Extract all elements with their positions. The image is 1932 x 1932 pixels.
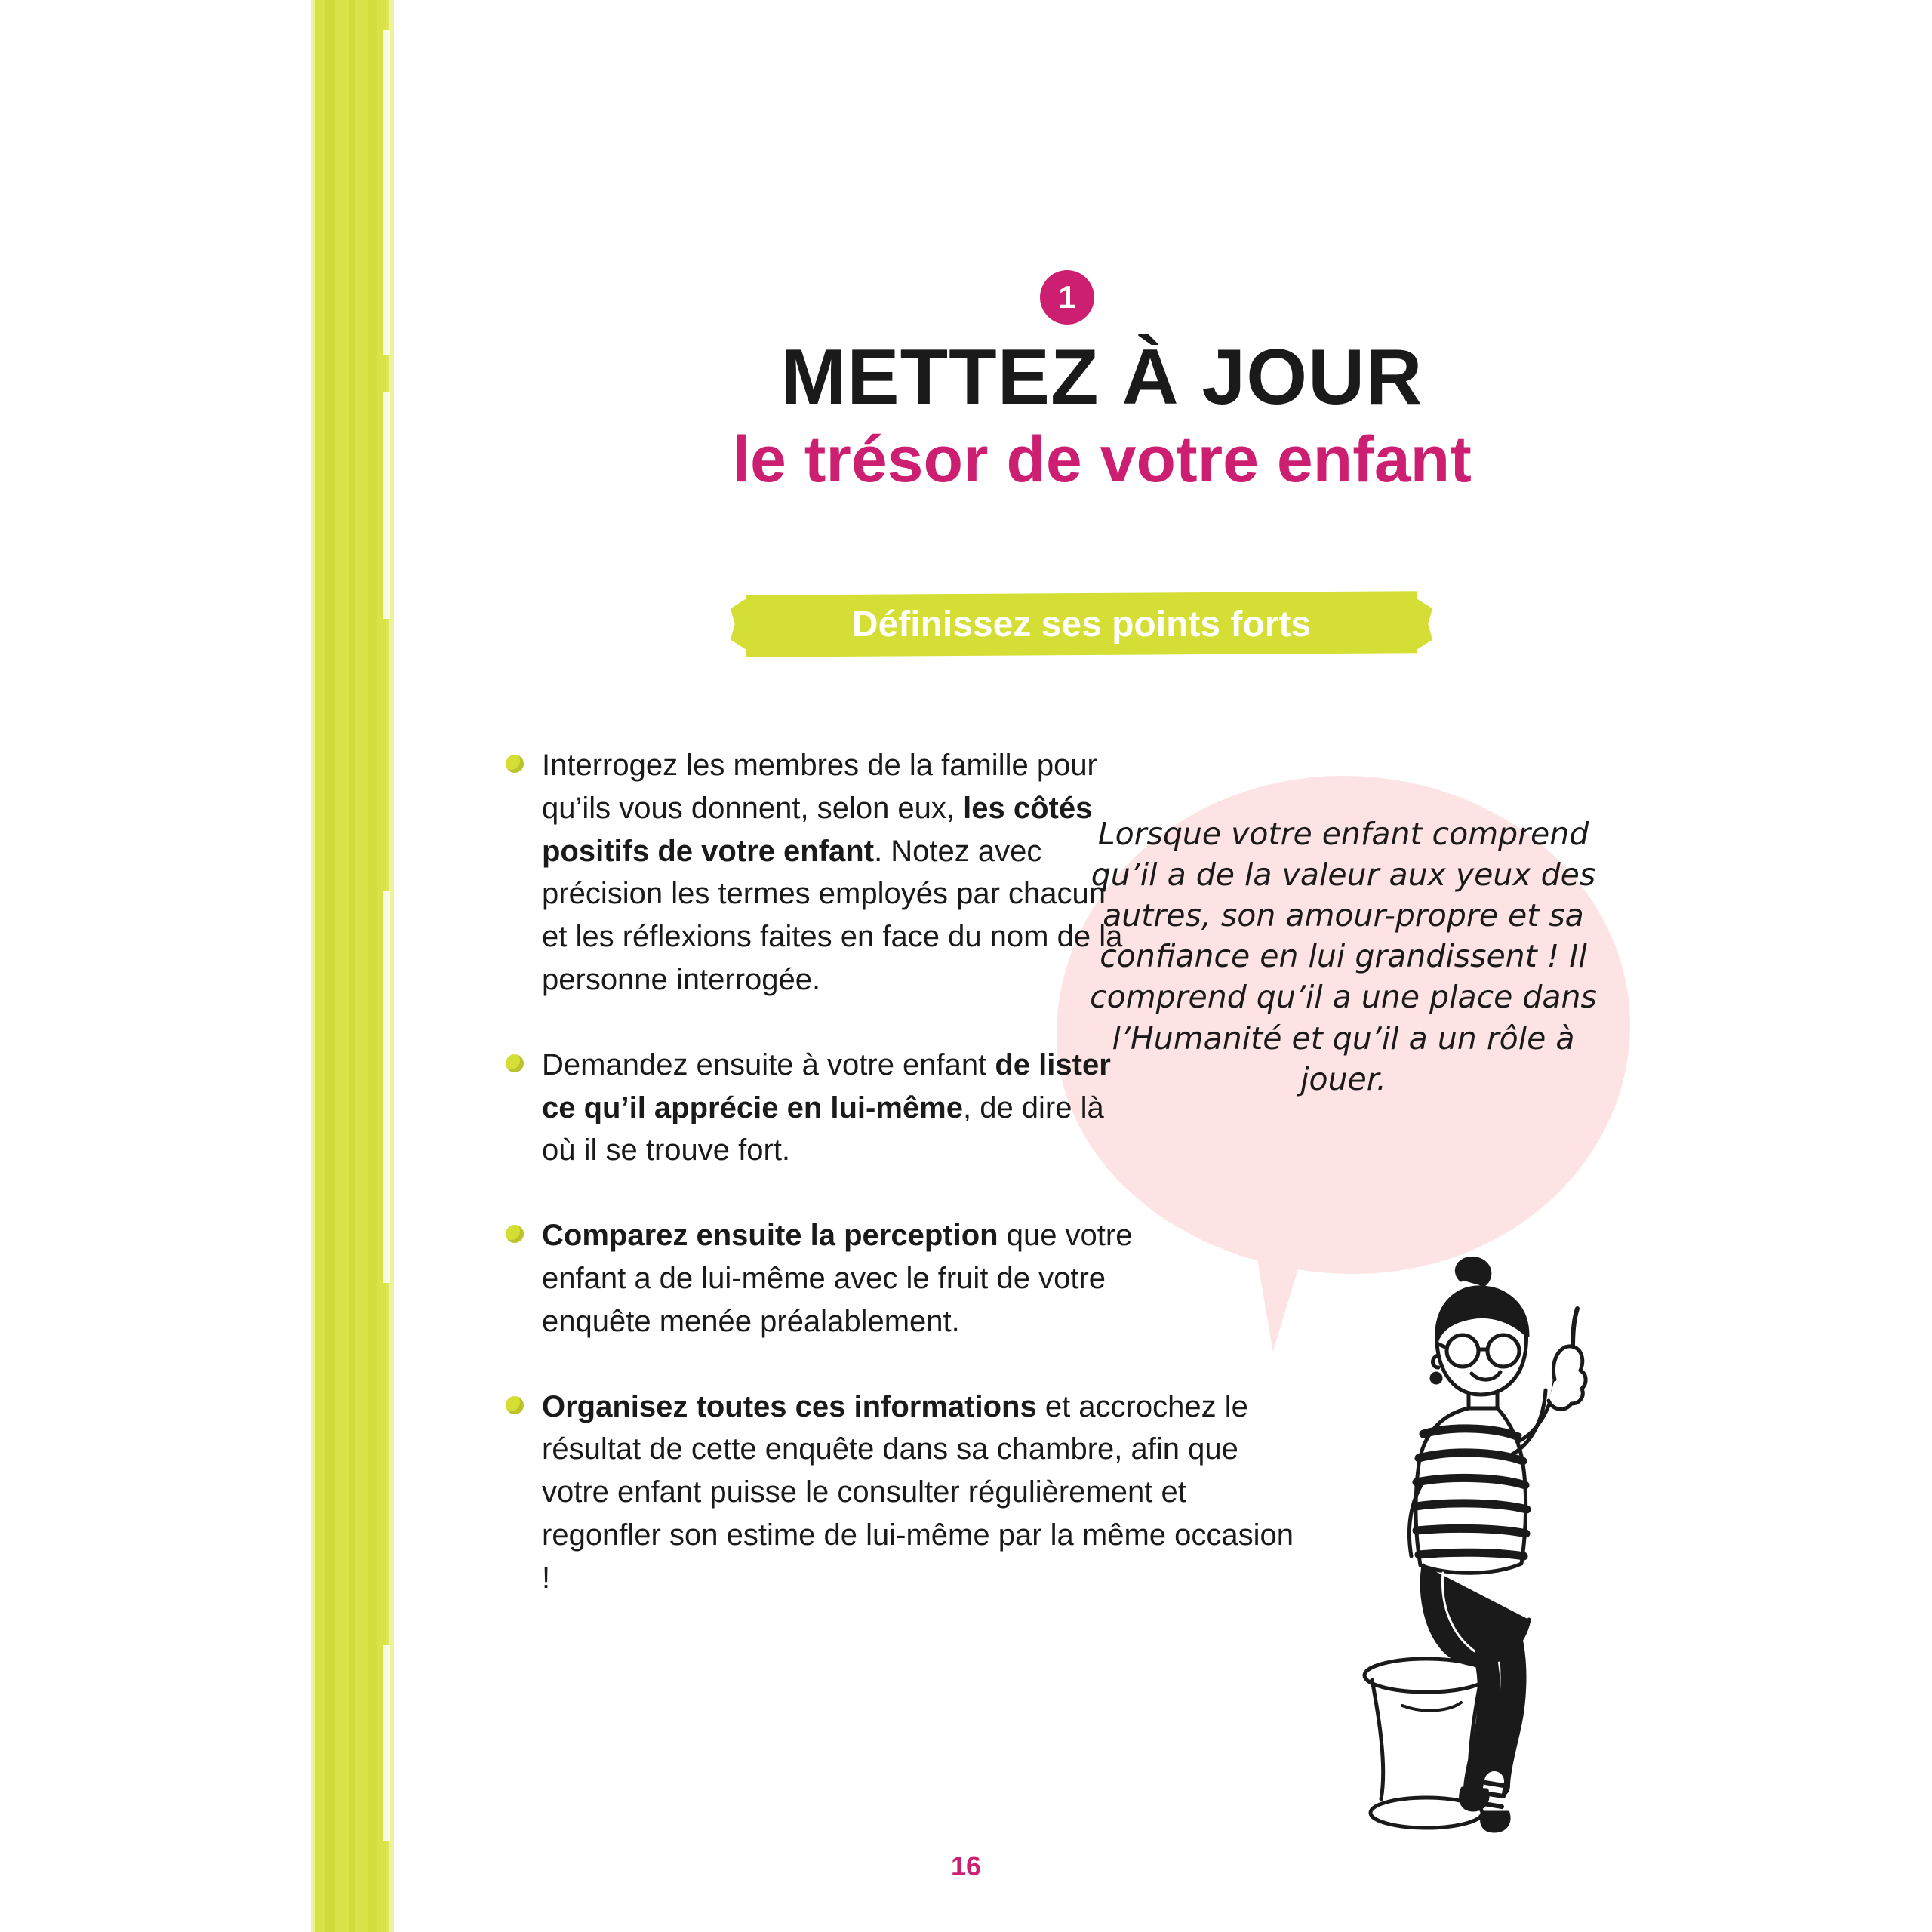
band-notch [383, 891, 390, 1283]
list-item-text [542, 1219, 1132, 1338]
banner-label: Définissez ses points forts [851, 604, 1312, 645]
plain-text: et accrochez le résultat de cette enquête dans sa chambre, afin que votre enfant puisse le consulter régulièrement et regonfler son estime de lui-même par la même occasion ! [542, 1389, 1294, 1595]
bullet-dot-icon [506, 1225, 524, 1243]
plain-text: que votre enfant a de lui-même avec le fruit de votre enquête menée préalablement. [542, 1219, 1133, 1338]
list-item [504, 1044, 1146, 1172]
list-item-text [542, 749, 1122, 996]
band-streak [325, 0, 335, 1932]
page-title: METTEZ À JOUR [780, 334, 1423, 421]
emphasis-text: les côtés positifs de votre enfant [542, 791, 1093, 868]
illustration-girl-on-stool [1313, 1253, 1630, 1849]
page-number: 16 [950, 1850, 982, 1881]
band-notch [383, 392, 390, 619]
list-item [504, 744, 1138, 1001]
bullet-dot-icon [506, 1396, 524, 1414]
band-streak [349, 0, 355, 1932]
section-banner [731, 593, 1432, 655]
list-item [504, 1386, 1297, 1600]
list-item-text [542, 1048, 1111, 1168]
emphasis-text: Organisez toutes ces informations [542, 1389, 1037, 1423]
speech-bubble-text: Lorsque votre enfant comprend qu’il a de la valeur aux yeux des autres, son amour-propre et sa confiance en lui grandissent ! Il comprend qu’il a une place dans l’Humanité et qu’il a un rôle à jouer. [1090, 816, 1597, 1097]
emphasis-text: Comparez ensuite la perception [542, 1219, 998, 1253]
page-subtitle: le trésor de votre enfant [732, 423, 1472, 496]
list-item-text [542, 1390, 1294, 1595]
band-notch [383, 1645, 390, 1841]
emphasis-text: de lister ce qu’il apprécie en lui-même [542, 1048, 1111, 1124]
band-streak [368, 0, 377, 1932]
band-notch [383, 30, 390, 355]
step-number-badge: 1 [1040, 270, 1094, 325]
bullet-dot-icon [506, 1054, 524, 1072]
bullet-dot-icon [506, 755, 524, 773]
plain-text: , de dire là où il se trouve fort. [542, 1091, 1104, 1168]
girl-illustration-svg [1313, 1253, 1630, 1849]
list-item [504, 1214, 1198, 1343]
plain-text: Interrogez les membres de la famille pour qu’ils vous donnent, selon eux, [542, 749, 1097, 825]
plain-text: . Notez avec précision les termes employés par chacun et les réflexions faites en face du nom de la personne interrogée. [542, 834, 1123, 996]
plain-text: Demandez ensuite à votre enfant [542, 1048, 995, 1081]
